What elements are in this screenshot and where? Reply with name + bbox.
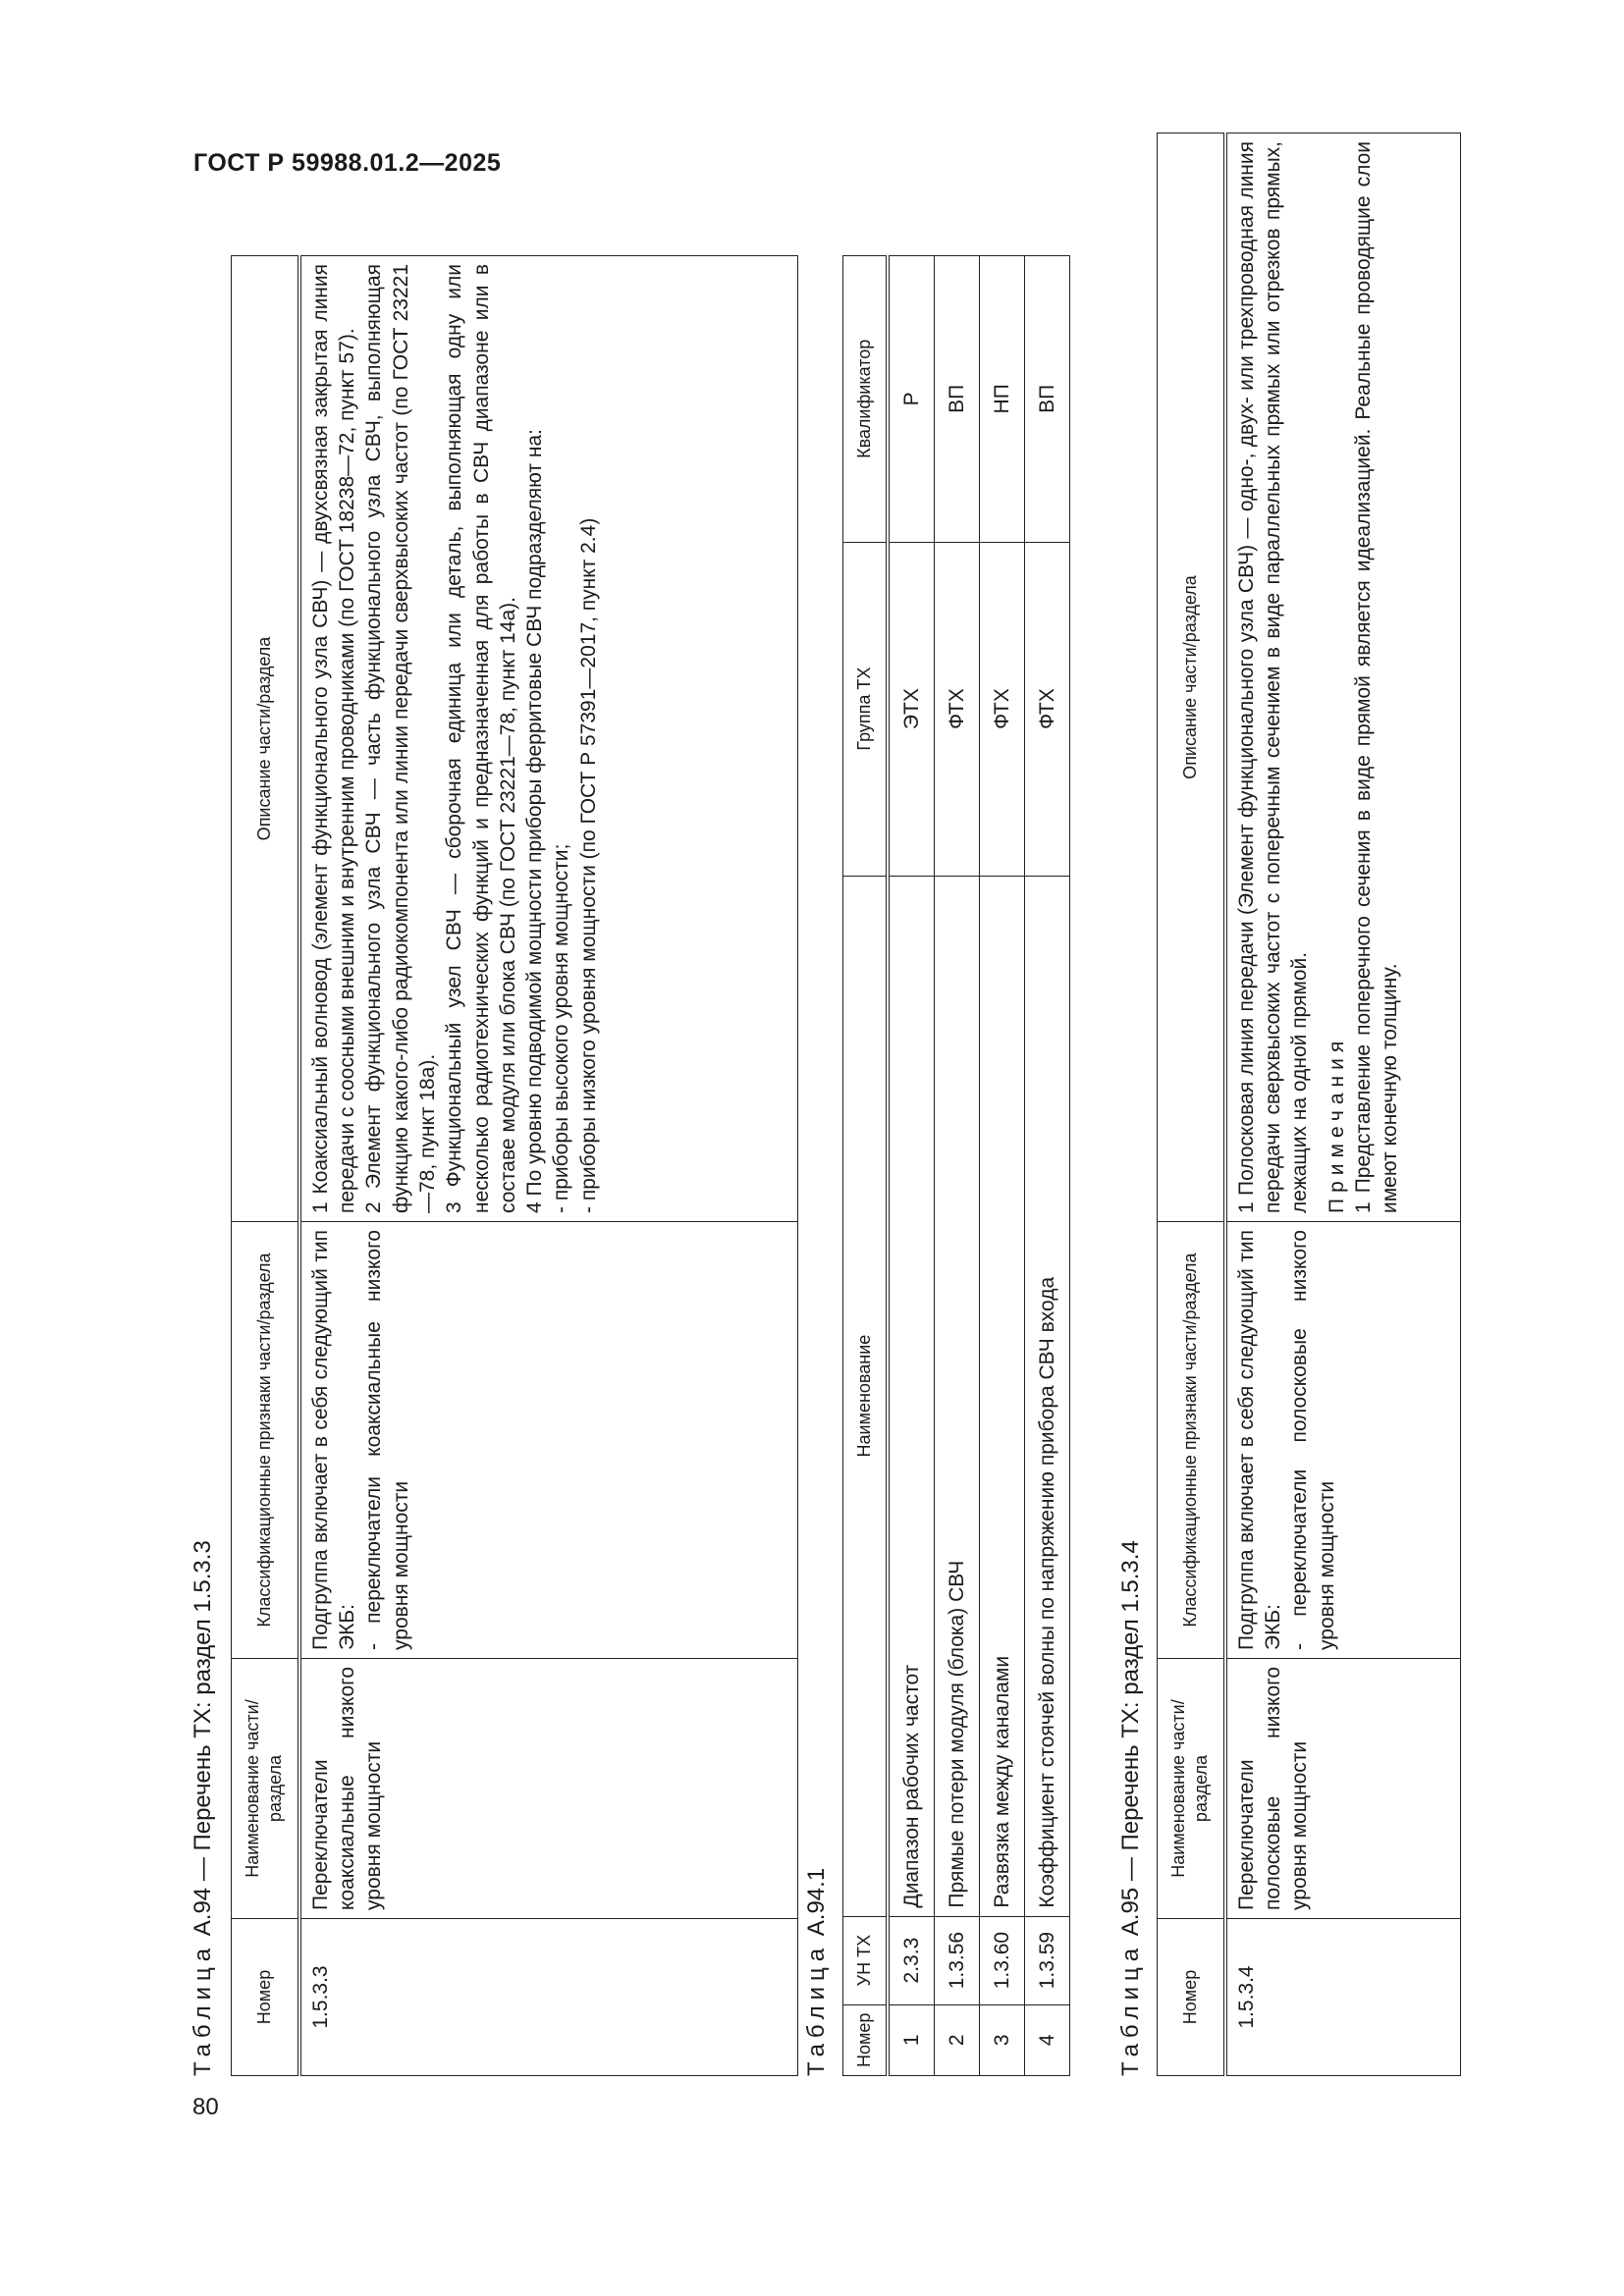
table-row — [935, 256, 980, 2076]
header-un: УН ТХ — [843, 1916, 889, 2004]
table941-caption-text: А.94.1 — [803, 1867, 830, 1937]
note-line: 1 Представление поперечного сечения в виде прямой является идеализацией. Реальные проводящие слои имеют конечную толщину. — [1351, 141, 1402, 1213]
table-94-1 — [842, 255, 1070, 2076]
cell-qualifier: НП — [980, 256, 1025, 543]
cell-class — [1225, 1222, 1461, 1659]
cell-un: 1.3.60 — [980, 1916, 1025, 2004]
desc-line: - приборы низкого уровня мощности (по ГОСТ Р 57391—2017, пункт 2.4) — [576, 517, 600, 1213]
table94-caption-text: А.94 — Перечень ТХ: раздел 1.5.3.3 — [189, 1540, 216, 1937]
header-name: Наименование части/раздела — [1158, 1659, 1225, 1919]
class-line: Подгруппа включает в себя следующий тип ЭКБ: — [1234, 1230, 1285, 1650]
desc-line: 3 Функциональный узел СВЧ — сборочная единица или деталь, выполняющая одну или несколько радиотехнических функций и предназначенная для работы в СВЧ диапазоне или в составе модуля или блока СВЧ (по ГОСТ 23221—78, пункт 14а). — [443, 264, 519, 1213]
cell-name: Переключатели коаксиальные низкого уровня мощности — [299, 1659, 798, 1919]
cell-qualifier: ВП — [935, 256, 980, 543]
table-row — [1225, 133, 1461, 2076]
table-95 — [1157, 133, 1461, 2076]
note-title: Примечания — [1325, 1035, 1348, 1213]
cell-qualifier: ВП — [1025, 256, 1070, 543]
desc-line: 4 По уровню подводимой мощности приборы ферритовые СВЧ подразделяют на: — [523, 429, 547, 1213]
table-row — [299, 256, 798, 2076]
header-number: Номер — [1158, 1919, 1225, 2076]
cell-group: ФТХ — [935, 542, 980, 876]
desc-line: 1 Полосковая линия передачи (Элемент функционального узла СВЧ) — одно-, двух- или трехпроводная линия передачи сверхвысоких частот с поперечным сечением в виде параллельных прямых или отрезков прямых, лежащих на одной прямой. — [1234, 141, 1312, 1213]
cell-number: 2 — [935, 2004, 980, 2075]
table95-caption-text: А.95 — Перечень ТХ: раздел 1.5.3.4 — [1117, 1540, 1144, 1937]
cell-name: Переключатели полосковые низкого уровня мощности — [1225, 1659, 1461, 1919]
cell-number: 4 — [1025, 2004, 1070, 2075]
desc-line: 2 Элемент функционального узла СВЧ — часть функционального узла СВЧ, выполняющая функцию какого-либо радиокомпонента или линии передачи сверхвысоких частот (по ГОСТ 23221—78, пункт 18а). — [362, 264, 439, 1213]
cell-group: ФТХ — [980, 542, 1025, 876]
table-94 — [231, 255, 798, 2076]
cell-group: ФТХ — [1025, 542, 1070, 876]
cell-name: Коэффициент стоячей волны по напряжению прибора СВЧ входа — [1025, 876, 1070, 1916]
class-line: Подгруппа включает в себя следующий тип ЭКБ: — [308, 1230, 359, 1650]
cell-desc — [1225, 133, 1461, 1222]
desc-line: 1 Коаксиальный волновод (элемент функционального узла СВЧ) — двухсвязная закрытая линия передачи с соосными внешним и внутренним проводниками (по ГОСТ 18238—72, пункт 57). — [308, 264, 359, 1213]
cell-un: 1.3.59 — [1025, 1916, 1070, 2004]
class-line: - переключатели коаксиальные низкого уровня мощности — [362, 1230, 412, 1650]
table941-caption — [803, 1868, 831, 2076]
header-name: Наименование части/раздела — [232, 1659, 299, 1919]
cell-name: Развязка между каналами — [980, 876, 1025, 1916]
cell-qualifier: Р — [888, 256, 935, 543]
cell-class — [299, 1222, 798, 1659]
table-row — [1025, 256, 1070, 2076]
header-number: Номер — [843, 2004, 889, 2075]
cell-name: Диапазон рабочих частот — [888, 876, 935, 1916]
cell-group: ЭТХ — [888, 542, 935, 876]
table94-caption-label: Таблица — [189, 1942, 216, 2076]
cell-number: 3 — [980, 2004, 1025, 2075]
header-class: Классификационные признаки части/раздела — [1158, 1222, 1225, 1659]
header-qualifier: Квалификатор — [843, 256, 889, 543]
header-group: Группа ТХ — [843, 542, 889, 876]
cell-un: 1.3.56 — [935, 1916, 980, 2004]
rotated-content — [172, 93, 1448, 2076]
page-number: 80 — [192, 2094, 219, 2120]
table94-caption — [189, 1540, 217, 2076]
cell-un: 2.3.3 — [888, 1916, 935, 2004]
cell-desc — [299, 256, 798, 1222]
table95-caption — [1117, 1540, 1145, 2076]
cell-name: Прямые потери модуля (блока) СВЧ — [935, 876, 980, 1916]
header-desc: Описание части/раздела — [1158, 133, 1225, 1222]
cell-number: 1.5.3.4 — [1225, 1919, 1461, 2076]
cell-number: 1.5.3.3 — [299, 1919, 798, 2076]
document-header: ГОСТ Р 59988.01.2—2025 — [193, 149, 502, 177]
header-name: Наименование — [843, 876, 889, 1916]
table941-caption-label: Таблица — [803, 1942, 830, 2076]
table-row — [980, 256, 1025, 2076]
header-class: Классификационные признаки части/раздела — [232, 1222, 299, 1659]
desc-line: - приборы высокого уровня мощности; — [550, 843, 573, 1213]
class-line: - переключатели полосковые низкого уровня мощности — [1288, 1230, 1338, 1650]
cell-number: 1 — [888, 2004, 935, 2075]
table-row — [888, 256, 935, 2076]
table95-caption-label: Таблица — [1117, 1942, 1144, 2076]
header-desc: Описание части/раздела — [232, 256, 299, 1222]
header-number: Номер — [232, 1919, 299, 2076]
